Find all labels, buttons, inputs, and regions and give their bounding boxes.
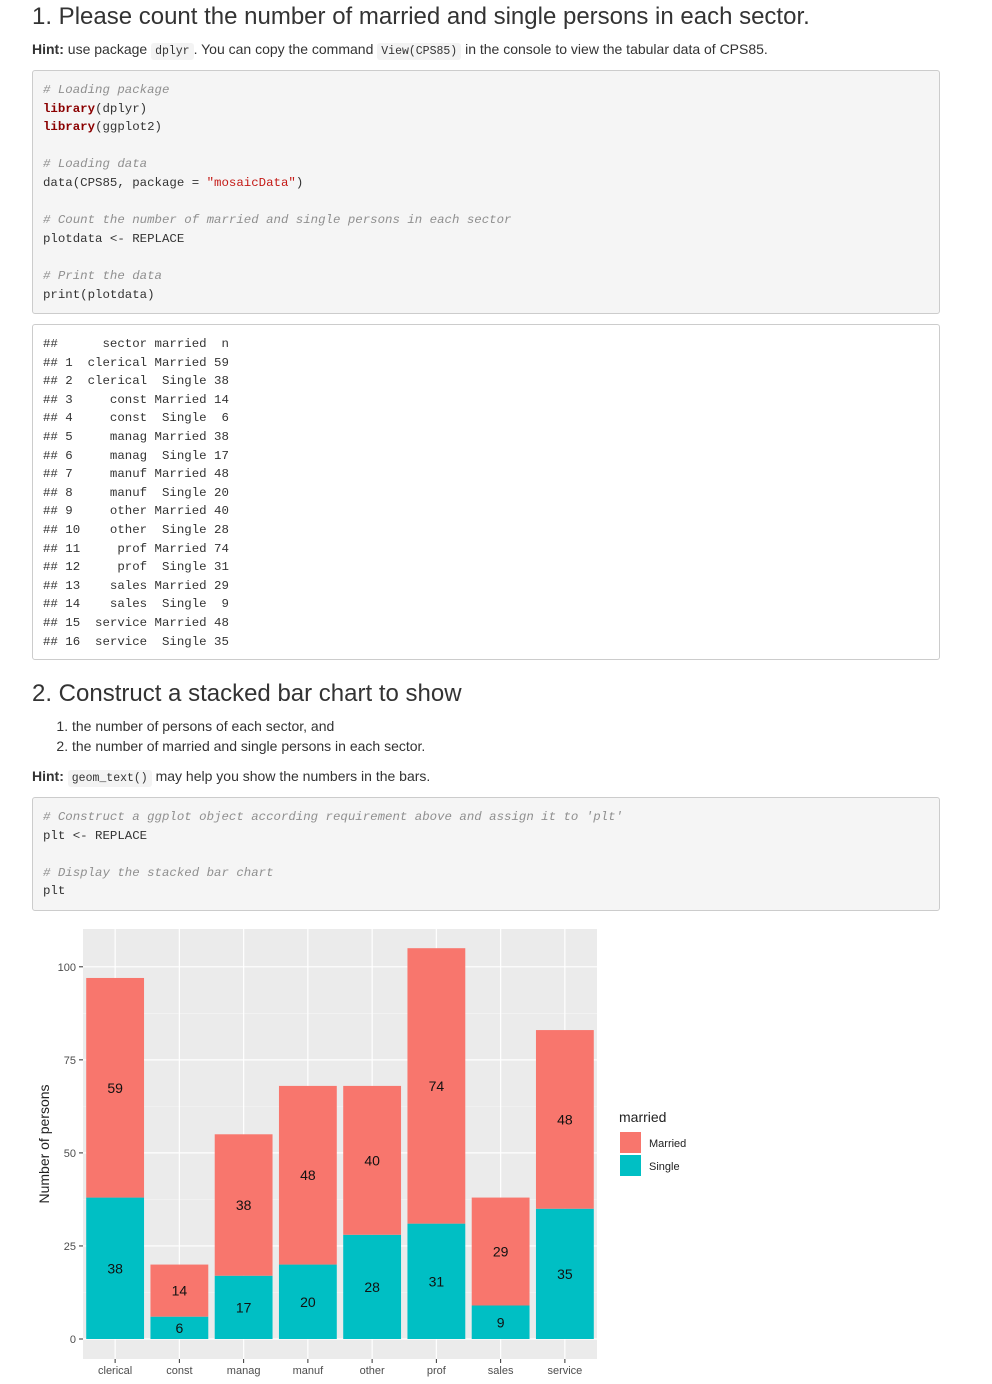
output-block-1[interactable] (32, 324, 940, 660)
x-tick-label: manag (226, 1365, 261, 1377)
output-line: ## 7 manuf Married 48 (43, 467, 229, 482)
x-tick-label: clerical (98, 1365, 133, 1377)
legend-label-married: Married (649, 1138, 687, 1150)
data-label-single: 35 (557, 1265, 573, 1282)
code-comment: # Count the number of married and single persons in each sector (43, 213, 512, 228)
x-tick-label: prof (426, 1365, 446, 1377)
code-text: plt (43, 884, 66, 899)
output-line: ## 8 manuf Single 20 (43, 485, 229, 500)
code-block-1[interactable] (32, 70, 940, 314)
output-line: ## 11 prof Married 74 (43, 541, 229, 556)
data-label-married: 48 (557, 1111, 573, 1128)
x-tick-label: sales (487, 1365, 514, 1377)
data-label-married: 29 (492, 1243, 509, 1260)
hint-text: use package (63, 41, 152, 57)
output-line: ## 15 service Married 48 (43, 615, 229, 630)
hint-label: Hint: (32, 41, 64, 57)
legend-key-single (620, 1155, 641, 1176)
data-label-married: 59 (107, 1079, 123, 1096)
data-label-single: 17 (235, 1299, 252, 1316)
code-text: plotdata <- REPLACE (43, 231, 185, 246)
output-line: ## 6 manag Single 17 (43, 448, 229, 463)
data-label-married: 48 (300, 1167, 316, 1184)
code-comment: # Construct a ggplot object according requirement above and assign it to 'plt' (43, 810, 623, 824)
x-tick-label: other (359, 1365, 385, 1377)
y-tick-label: 25 (63, 1240, 76, 1253)
output-line: ## 14 sales Single 9 (43, 597, 229, 612)
output-line: ## 16 service Single 35 (43, 634, 229, 649)
data-label-married: 74 (428, 1077, 445, 1094)
data-label-single: 28 (364, 1278, 380, 1295)
output-line: ## 12 prof Single 31 (43, 560, 229, 575)
code-string: "mosaicData" (206, 175, 296, 190)
x-tick-label: const (166, 1365, 193, 1377)
code-text: print(plotdata) (43, 287, 155, 302)
code-comment: # Loading data (43, 157, 148, 172)
output-line: ## 3 const Married 14 (43, 392, 229, 407)
code-block-2[interactable] (32, 797, 940, 911)
code-keyword: library (43, 101, 96, 116)
data-label-married: 14 (171, 1282, 188, 1299)
code-text: (dplyr) (95, 101, 148, 116)
requirements-list (32, 716, 425, 756)
hint-text: in the console to view the tabular data of CPS85. (461, 41, 768, 57)
data-label-married: 40 (364, 1152, 380, 1169)
x-tick-label: service (547, 1365, 583, 1377)
output-line: ## 13 sales Married 29 (43, 578, 229, 593)
data-label-single: 38 (107, 1260, 123, 1277)
code-comment: # Display the stacked bar chart (43, 865, 274, 880)
legend-label-single: Single (649, 1161, 680, 1173)
x-tick-label: manuf (292, 1365, 324, 1377)
hint-text: . You can copy the command (193, 41, 378, 57)
code-comment: # Loading package (43, 83, 170, 97)
output-line: ## 10 other Single 28 (43, 522, 229, 537)
legend-title: married (619, 1109, 667, 1125)
stacked-bar-chart (0, 920, 992, 1384)
list-item: 2. the number of married and single persons in each sector. (72, 736, 425, 756)
data-label-single: 20 (300, 1293, 316, 1310)
output-line: ## 2 clerical Single 38 (43, 374, 229, 389)
section1-hint (32, 41, 768, 58)
y-tick-label: 50 (63, 1147, 76, 1160)
inline-code-dplyr: dplyr (151, 43, 194, 60)
y-axis-title: Number of persons (36, 1084, 52, 1204)
inline-code-geom-text: geom_text() (68, 770, 152, 787)
hint-label: Hint: (32, 768, 64, 784)
y-tick-label: 100 (57, 961, 76, 974)
y-tick-label: 75 (63, 1054, 76, 1067)
code-text: (ggplot2) (95, 120, 162, 135)
output-line: ## 5 manag Married 38 (43, 429, 229, 444)
code-text: ) (295, 175, 304, 190)
section2-hint (32, 768, 430, 785)
data-label-single: 9 (496, 1314, 505, 1331)
section1-title: 1. Please count the number of married and single persons in each sector. (32, 3, 810, 30)
inline-code-view: View(CPS85) (377, 43, 461, 60)
code-text: data(CPS85, package = (43, 175, 207, 190)
legend-key-married (620, 1132, 641, 1153)
code-keyword: library (43, 120, 96, 135)
output-line: ## 1 clerical Married 59 (43, 355, 229, 370)
data-label-single: 6 (175, 1319, 184, 1336)
code-text: plt <- REPLACE (43, 828, 148, 843)
data-label-married: 38 (235, 1197, 252, 1214)
section2-title: 2. Construct a stacked bar chart to show (32, 680, 462, 707)
y-tick-label: 0 (69, 1334, 76, 1346)
code-comment: # Print the data (43, 268, 162, 283)
hint-text: may help you show the numbers in the bars. (151, 768, 431, 784)
list-item: 1. the number of persons of each sector, and (72, 716, 425, 736)
output-line: ## 9 other Married 40 (43, 504, 229, 519)
output-line: ## 4 const Single 6 (43, 411, 229, 426)
data-label-single: 31 (428, 1273, 445, 1290)
output-line: ## sector married n (43, 337, 229, 351)
